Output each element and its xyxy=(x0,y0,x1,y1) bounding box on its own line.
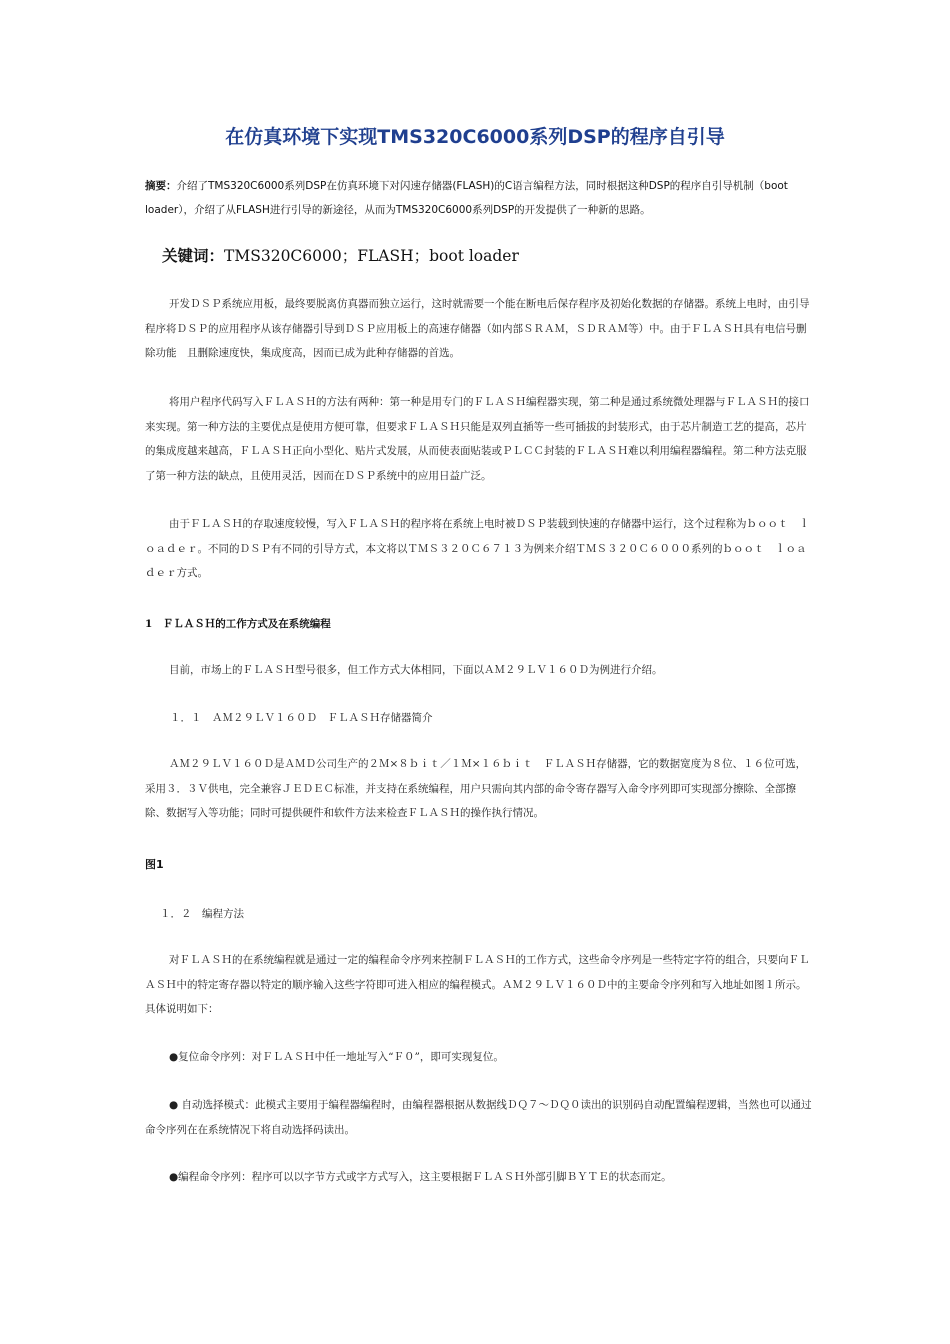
document-title: 在仿真环境下实现TMS320C6000系列DSP的程序自引导 xyxy=(225,126,725,148)
paragraph-flash-models: 目前，市场上的ＦＬＡＳＨ型号很多，但工作方式大体相同，下面以ＡＭ２９ＬＶ１６０Ｄ为例进行介绍。 xyxy=(169,664,663,676)
bullet-reset: ●复位命令序列：对ＦＬＡＳＨ中任一地址写入“Ｆ０”，即可实现复位。 xyxy=(169,1051,504,1063)
keywords-label: 关键词： xyxy=(162,247,225,265)
section-heading-1-2: １．２ 编程方法 xyxy=(160,908,244,920)
paragraph-am29lv160d: ＡＭ２９ＬＶ１６０Ｄ是ＡＭＤ公司生产的２Ｍ×８ｂｉｔ／１Ｍ×１６ｂｉｔ ＦＬＡＳＨ存储器，它的数据宽度为８位、１６位可选，采用３．３Ｖ供电，完全兼容ＪＥＤＥＣ标准，并支持在系统编程，用户只需向其内部的命令寄存器写入命令序列即可实现部分擦除、全部擦除、数据写入等功能；同时可提供硬件和软件方法来检查ＦＬＡＳＨ的操作执行情况。 xyxy=(145,758,807,819)
keywords xyxy=(162,244,812,266)
abstract-text: 介绍了TMS320C6000系列DSP在仿真环境下对闪速存储器(FLASH)的C语言编程方法，同时根据这种DSP的程序自引导机制（boot loader），介绍了从FLASH进行引导的新途径，从而为TMS320C6000系列DSP的开发提供了一种新的思路。 xyxy=(145,180,788,216)
paragraph-intro: 开发ＤＳＰ系统应用板，最终要脱离仿真器而独立运行，这时就需要一个能在断电后保存程序及初始化数据的存储器。系统上电时，由引导程序将ＤＳＰ的应用程序从该存储器引导到ＤＳＰ应用板上的高速存储器（如内部ＳＲＡＭ，ＳＤＲＡＭ等）中。由于ＦＬＡＳＨ具有电信号删除功能 且删除速度快，集成度高，因而已成为此种存储器的首选。 xyxy=(145,298,810,359)
section-heading-1-1: １．１ ＡＭ２９ＬＶ１６０Ｄ ＦＬＡＳＨ存储器简介 xyxy=(170,712,433,724)
paragraph-methods: 将用户程序代码写入ＦＬＡＳＨ的方法有两种：第一种是用专门的ＦＬＡＳＨ编程器实现，第二种是通过系统微处理器与ＦＬＡＳＨ的接口来实现。第一种方法的主要优点是使用方便可靠，但要求ＦＬＡＳＨ只能是双列直插等一些可插拔的封装形式，由于芯片制造工艺的提高，芯片的集成度越来越高，ＦＬＡＳＨ正向小型化、贴片式发展，从而使表面贴装或ＰＬＣＣ封装的ＦＬＡＳＨ难以利用编程器编程。第二种方法克服了第一种方法的缺点，且使用灵活，因而在ＤＳＰ系统中的应用日益广泛。 xyxy=(145,396,810,482)
abstract-label: 摘要： xyxy=(145,180,177,192)
paragraph-boot-loader: 由于ＦＬＡＳＨ的存取速度较慢，写入ＦＬＡＳＨ的程序将在系统上电时被ＤＳＰ装载到快速的存储器中运行，这个过程称为ｂｏｏｔ ｌｏａｄｅｒ。不同的ＤＳＰ有不同的引导方式，本文将以ＴＭＳ３２０Ｃ６７１３为例来介绍ＴＭＳ３２０Ｃ６０００系列的ｂｏｏｔ ｌｏａｄｅｒ方式。 xyxy=(145,518,810,579)
bullet-program: ●编程命令序列：程序可以以字节方式或字方式写入，这主要根据ＦＬＡＳＨ外部引脚ＢＹＴＥ的状态而定。 xyxy=(169,1171,672,1183)
abstract xyxy=(145,174,815,222)
bullet-autoselect: ● 自动选择模式：此模式主要用于编程器编程时，由编程器根据从数据线ＤＱ７～ＤＱ０读出的识别码自动配置编程逻辑，当然也可以通过命令序列在在系统情况下将自动选择码读出。 xyxy=(145,1099,812,1136)
section-heading-1: 1 ＦＬＡＳＨ的工作方式及在系统编程 xyxy=(145,618,331,630)
keywords-text: TMS320C6000；FLASH；boot loader xyxy=(224,247,519,265)
figure-label: 图1 xyxy=(145,858,164,871)
paragraph-programming: 对ＦＬＡＳＨ的在系统编程就是通过一定的编程命令序列来控制ＦＬＡＳＨ的工作方式，这些命令序列是一些特定字符的组合，只要向ＦＬＡＳＨ中的特定寄存器以特定的顺序输入这些字符即可进入相应的编程模式。ＡＭ２９ＬＶ１６０Ｄ中的主要命令序列和写入地址如图１所示。具体说明如下： xyxy=(145,954,810,1015)
